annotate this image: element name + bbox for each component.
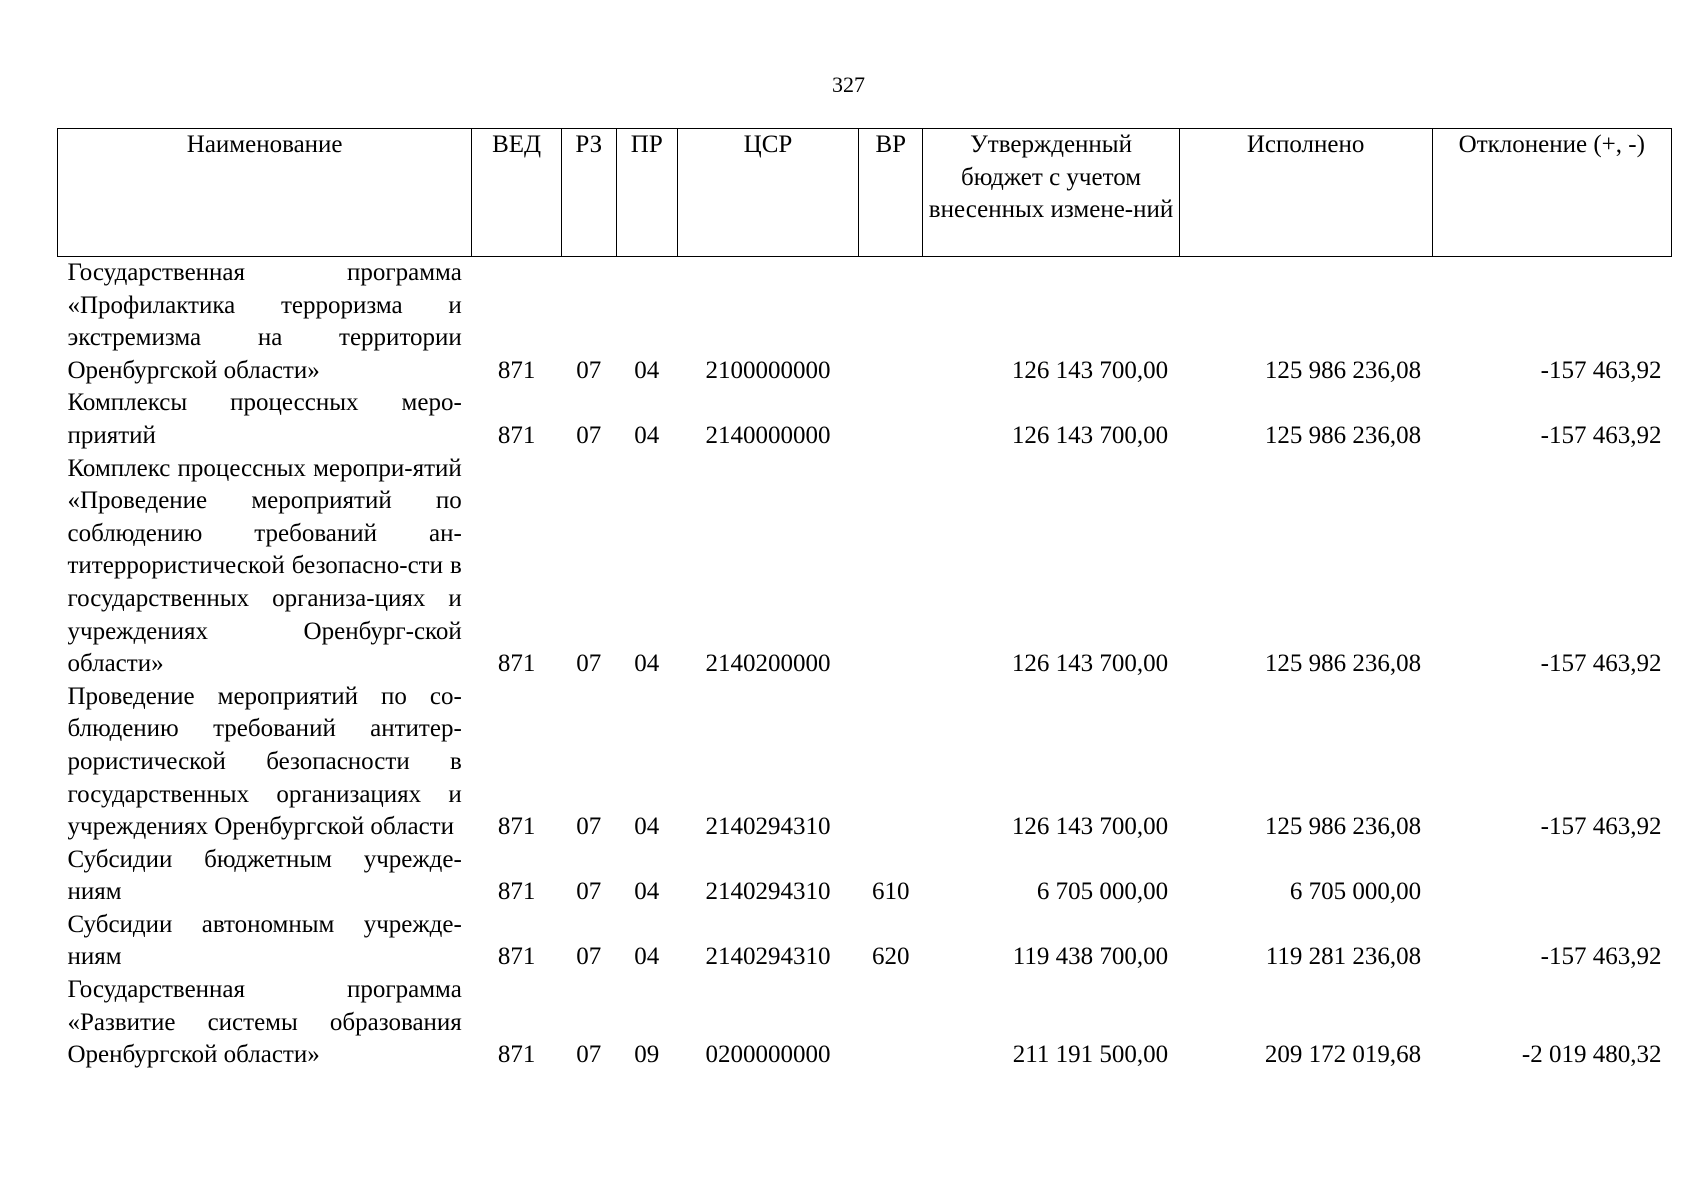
row-ved: 871 [497,943,536,971]
row-ved: 871 [497,878,536,906]
row-approved: 211 191 500,00 [1012,1041,1169,1069]
row-csr: 2140000000 [705,421,831,449]
row-deviation: -157 463,92 [1540,943,1662,971]
row-pr: 04 [634,878,660,906]
header-csr: ЦСР [677,129,858,257]
row-deviation: -2 019 480,32 [1521,1041,1662,1069]
row-ved: 871 [497,650,536,678]
row-csr: 2140294310 [705,943,831,971]
header-deviation: Отклонение (+, -) [1432,129,1671,257]
header-name: Наименование [58,129,472,257]
row-rz: 07 [576,650,602,678]
row-name: Субсидии бюджетным учрежде-ниям [67,845,462,906]
row-pr: 04 [634,813,660,841]
row-deviation [1432,844,1671,909]
row-rz: 07 [576,943,602,971]
row-approved: 119 438 700,00 [1012,943,1169,971]
row-rz: 07 [576,421,602,449]
row-csr: 0200000000 [705,1041,831,1069]
row-executed: 125 986 236,08 [1264,356,1422,384]
row-executed: 125 986 236,08 [1264,813,1422,841]
row-vr [859,453,923,681]
page-number: 327 [832,72,865,97]
row-csr: 2140294310 [705,813,831,841]
row-vr [859,387,923,452]
row-ved: 871 [497,813,536,841]
row-pr: 04 [634,356,660,384]
row-approved: 6 705 000,00 [1036,878,1169,906]
table-row [58,974,1672,1072]
row-pr: 04 [634,943,660,971]
row-vr: 620 [872,943,910,971]
header-rz: РЗ [561,129,616,257]
row-csr: 2140200000 [705,650,831,678]
row-approved: 126 143 700,00 [1011,356,1169,384]
row-ved: 871 [497,421,536,449]
budget-execution-table [57,128,1672,1072]
row-approved: 126 143 700,00 [1011,650,1169,678]
row-rz: 07 [576,878,602,906]
row-rz: 07 [576,356,602,384]
header-approved-budget: Утвержденный бюджет с учетом внесенных измене-ний [923,129,1179,257]
row-executed: 209 172 019,68 [1264,1041,1422,1069]
table-row [58,681,1672,844]
row-name: Проведение мероприятий по со-блюдению требований антитер-рористической безопасности в государственных организациях и учреждениях Оренбургской области [67,682,462,841]
row-deviation: -157 463,92 [1540,650,1662,678]
row-name: Государственная программа «Развитие системы образования Оренбургской области» [67,976,462,1069]
row-ved: 871 [497,356,536,384]
table-row [58,257,1672,388]
row-approved: 126 143 700,00 [1011,813,1169,841]
table-row [58,909,1672,974]
row-executed: 119 281 236,08 [1265,943,1422,971]
row-deviation: -157 463,92 [1540,813,1662,841]
row-ved: 871 [497,1041,536,1069]
row-csr: 2140294310 [705,878,831,906]
table-header-row [58,129,1672,257]
row-rz: 07 [576,813,602,841]
row-vr [859,257,923,388]
row-deviation: -157 463,92 [1540,421,1662,449]
row-vr [859,681,923,844]
table-row [58,453,1672,681]
header-vr: ВР [859,129,923,257]
row-executed: 125 986 236,08 [1264,650,1422,678]
row-pr: 09 [634,1041,660,1069]
row-pr: 04 [634,650,660,678]
row-vr: 610 [872,878,910,906]
header-pr: ПР [616,129,677,257]
row-rz: 07 [576,1041,602,1069]
row-executed: 125 986 236,08 [1264,421,1422,449]
row-name: Субсидии автономным учрежде-ниям [67,910,462,971]
row-vr [859,974,923,1072]
header-executed: Исполнено [1179,129,1432,257]
row-approved: 126 143 700,00 [1011,421,1169,449]
row-name: Комплексы процессных меро-приятий [67,389,462,449]
table-row [58,844,1672,909]
row-pr: 04 [634,421,660,449]
header-ved: ВЕД [472,129,562,257]
row-deviation: -157 463,92 [1540,356,1662,384]
row-name: Комплекс процессных меропри-ятий «Проведение мероприятий по соблюдению требований ан-титеррористической безопасно-сти в государственных организа-циях и учреждениях Оренбург-ской области» [67,454,462,678]
row-executed: 6 705 000,00 [1289,878,1422,906]
row-name: Государственная программа «Профилактика терроризма и экстремизма на территории Оренбургской области» [67,259,462,384]
row-csr: 2100000000 [705,356,831,384]
table-row [58,387,1672,452]
